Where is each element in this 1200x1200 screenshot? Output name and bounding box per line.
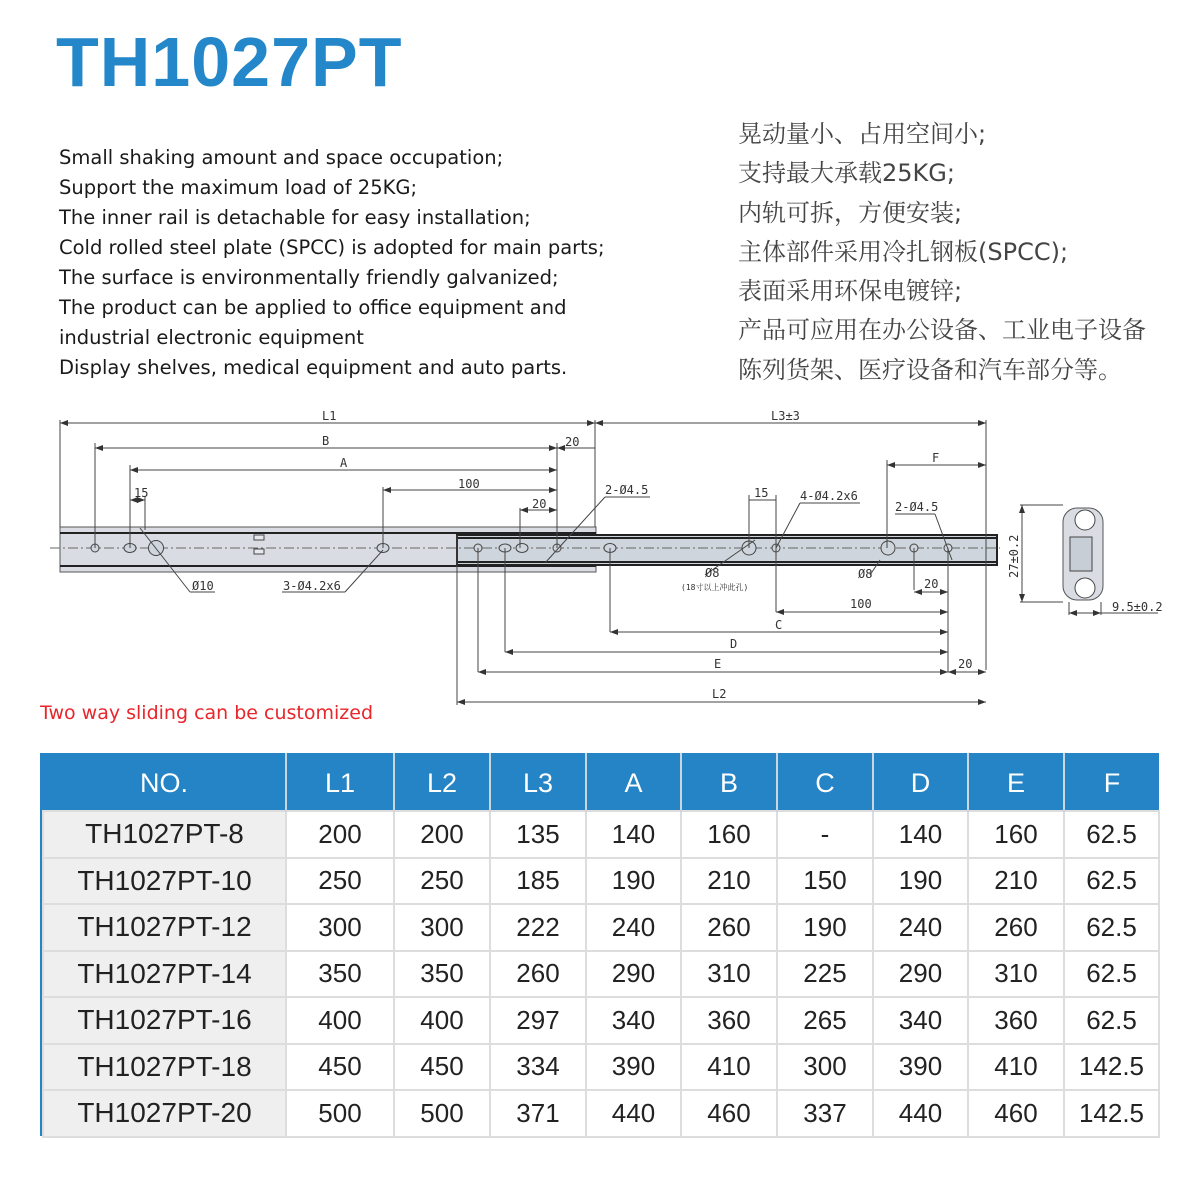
dim-C: C [775,618,783,632]
dim-L1: L1 [322,409,337,423]
cell-c: 190 [777,904,873,951]
cell-b: 310 [681,951,777,998]
table-header-row [43,753,1159,811]
table-row [43,1090,1159,1137]
feature-cn: 晃动量小、占用空间小; [738,120,987,148]
cell-f: 62.5 [1064,811,1159,858]
cell-l1: 350 [286,951,394,998]
dim-E: E [714,657,722,671]
cell-l3: 135 [490,811,586,858]
cell-l3: 371 [490,1090,586,1137]
cell-c: - [777,811,873,858]
cell-f: 142.5 [1064,1090,1159,1137]
cell-c: 337 [777,1090,873,1137]
header-d: D [873,753,968,811]
cell-model-no: TH1027PT-14 [43,951,286,998]
cell-l1: 450 [286,1044,394,1091]
dim-100-bottom: 100 [850,597,872,611]
features-english [59,143,605,383]
table-row [43,951,1159,998]
feature-en: The product can be applied to office equipment and [59,296,567,319]
technical-drawing [0,395,1200,715]
header-no: NO. [43,753,286,811]
dim-20-right: 20 [924,577,939,591]
header-f: F [1064,753,1159,811]
cell-e: 210 [968,858,1064,905]
cell-d: 440 [873,1090,968,1137]
cell-model-no: TH1027PT-10 [43,858,286,905]
cell-l2: 500 [394,1090,490,1137]
feature-cn: 支持最大承载25KG; [738,159,955,188]
feature-en: Support the maximum load of 25KG; [59,176,418,199]
product-title: TH1027PT [56,23,403,101]
cell-d: 240 [873,904,968,951]
label-hole-left: 2-Ø4.5 [605,483,649,497]
cell-a: 190 [586,858,681,905]
cell-e: 260 [968,904,1064,951]
dim-15-right: 15 [754,486,769,500]
cell-f: 62.5 [1064,997,1159,1044]
label-phi10: Ø10 [192,579,214,593]
cell-c: 265 [777,997,873,1044]
cell-model-no: TH1027PT-8 [43,811,286,858]
cell-b: 410 [681,1044,777,1091]
header-l1: L1 [286,753,394,811]
dim-width: 9.5±0.2 [1112,600,1163,614]
cell-l2: 350 [394,951,490,998]
cell-model-no: TH1027PT-20 [43,1090,286,1137]
cell-e: 410 [968,1044,1064,1091]
cell-c: 300 [777,1044,873,1091]
header-c: C [777,753,873,811]
feature-en: Small shaking amount and space occupation; [59,146,504,169]
dim-F: F [932,451,940,465]
cell-d: 390 [873,1044,968,1091]
dim-15-left: 15 [134,486,149,500]
cell-b: 260 [681,904,777,951]
cell-c: 225 [777,951,873,998]
label-phi8-note: (18寸以上冲此孔) [681,583,749,592]
label-slot-left: 3-Ø4.2x6 [283,579,341,593]
header-l3: L3 [490,753,586,811]
cell-c: 150 [777,858,873,905]
header-b: B [681,753,777,811]
cell-l2: 400 [394,997,490,1044]
cell-d: 140 [873,811,968,858]
feature-en: The inner rail is detachable for easy installation; [59,206,531,229]
dim-20-mid: 20 [532,497,547,511]
cell-l2: 200 [394,811,490,858]
cell-model-no: TH1027PT-18 [43,1044,286,1091]
cell-f: 62.5 [1064,858,1159,905]
cell-l2: 450 [394,1044,490,1091]
cell-b: 210 [681,858,777,905]
cell-l3: 185 [490,858,586,905]
table-row [43,858,1159,905]
feature-en: Cold rolled steel plate (SPCC) is adopted for main parts; [59,236,605,259]
cell-l1: 500 [286,1090,394,1137]
cell-f: 62.5 [1064,904,1159,951]
dim-L3: L3±3 [771,409,800,423]
header-a: A [586,753,681,811]
table-row [43,811,1159,858]
cell-l2: 300 [394,904,490,951]
label-phi8-b: Ø8 [858,567,873,581]
label-slot-right: 4-Ø4.2x6 [800,489,858,503]
cell-d: 340 [873,997,968,1044]
cell-a: 140 [586,811,681,858]
cell-l1: 400 [286,997,394,1044]
dim-B: B [322,434,330,448]
dim-D: D [730,637,738,651]
table-row [43,997,1159,1044]
cell-l3: 334 [490,1044,586,1091]
features-chinese [738,115,1146,390]
cell-b: 160 [681,811,777,858]
cell-d: 290 [873,951,968,998]
cell-l1: 250 [286,858,394,905]
feature-cn: 表面采用环保电镀锌; [738,277,963,306]
cell-a: 240 [586,904,681,951]
cell-e: 160 [968,811,1064,858]
cell-b: 360 [681,997,777,1044]
customization-note: Two way sliding can be customized [40,702,374,724]
cell-model-no: TH1027PT-12 [43,904,286,951]
feature-cn: 产品可应用在办公设备、工业电子设备 [738,316,1146,345]
label-phi8-a: Ø8 [705,566,720,580]
cell-e: 460 [968,1090,1064,1137]
dim-100-top: 100 [458,477,480,491]
cell-e: 360 [968,997,1064,1044]
header-e: E [968,753,1064,811]
cell-d: 190 [873,858,968,905]
feature-en: industrial electronic equipment [59,326,364,349]
dim-A: A [340,456,348,470]
cell-a: 290 [586,951,681,998]
table-row [43,904,1159,951]
label-hole-right: 2-Ø4.5 [895,500,939,514]
cell-l2: 250 [394,858,490,905]
cell-model-no: TH1027PT-16 [43,997,286,1044]
cell-a: 340 [586,997,681,1044]
feature-cn: 内轨可拆，方便安装; [738,198,963,227]
dim-20-end: 20 [958,657,973,671]
cell-a: 390 [586,1044,681,1091]
feature-cn: 主体部件采用冷扎钢板(SPCC); [738,237,1069,266]
cell-l1: 200 [286,811,394,858]
cell-f: 62.5 [1064,951,1159,998]
dim-height: 27±0.2 [1007,534,1021,578]
feature-en: The surface is environmentally friendly galvanized; [59,266,559,289]
feature-cn: 陈列货架、医疗设备和汽车部分等。 [738,355,1122,384]
table-row [43,1044,1159,1091]
cell-f: 142.5 [1064,1044,1159,1091]
spec-table [42,753,1160,1138]
dim-L2: L2 [712,687,727,701]
cell-l1: 300 [286,904,394,951]
cell-l3: 260 [490,951,586,998]
cell-b: 460 [681,1090,777,1137]
cell-l3: 297 [490,997,586,1044]
cell-e: 310 [968,951,1064,998]
cell-a: 440 [586,1090,681,1137]
dim-20-top: 20 [565,435,580,449]
cell-l3: 222 [490,904,586,951]
header-l2: L2 [394,753,490,811]
feature-en: Display shelves, medical equipment and auto parts. [59,356,568,379]
